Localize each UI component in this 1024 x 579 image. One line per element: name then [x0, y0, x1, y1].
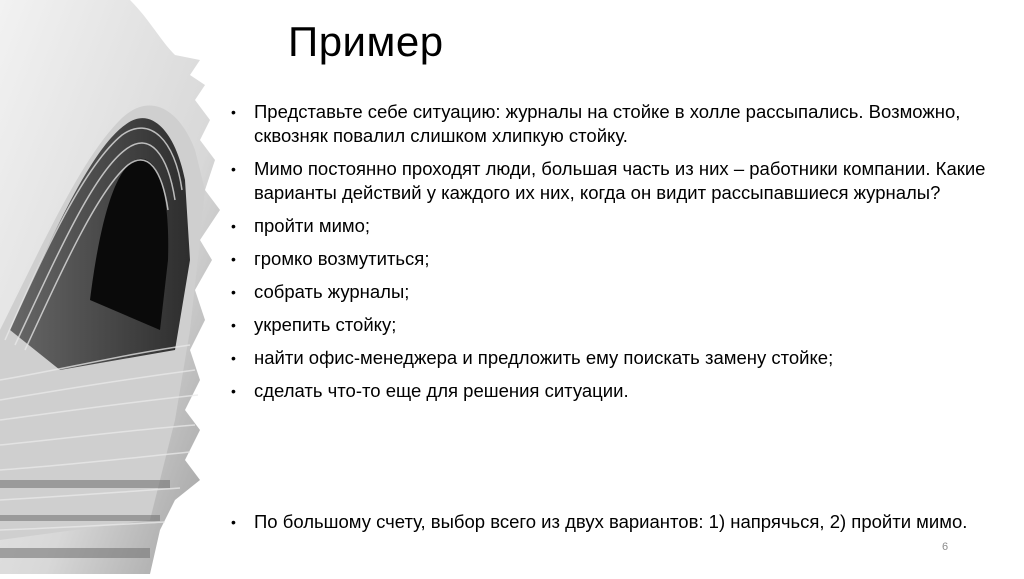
- bullet-text: найти офис-менеджера и предложить ему поискать замену стойке;: [254, 347, 834, 368]
- bullet-item-option: [228, 280, 1008, 304]
- bullet-item-option: [228, 313, 1008, 337]
- bullet-icon: •: [231, 218, 236, 234]
- bullet-text: собрать журналы;: [254, 281, 410, 302]
- conclusion-bullet: [228, 510, 1008, 543]
- bullet-item-option: [228, 247, 1008, 271]
- bullet-icon: •: [231, 284, 236, 300]
- bullet-item-question: [228, 157, 1008, 205]
- bullet-icon: •: [231, 514, 236, 530]
- bullet-text: укрепить стойку;: [254, 314, 397, 335]
- bullet-item-option: [228, 346, 1008, 370]
- bullet-item-option: [228, 214, 1008, 238]
- bullet-list: [228, 100, 1008, 412]
- bullet-text: сделать что-то еще для решения ситуации.: [254, 380, 629, 401]
- bullet-icon: •: [231, 104, 236, 120]
- bullet-text: По большому счету, выбор всего из двух вариантов: 1) напрячься, 2) пройти мимо.: [254, 511, 968, 532]
- bullet-item-situation: [228, 100, 1008, 148]
- bullet-text: громко возмутиться;: [254, 248, 430, 269]
- bullet-text: Мимо постоянно проходят люди, большая часть из них – работники компании. Какие варианты действий у каждого их них, когда он видит рассыпавшиеся журналы?: [254, 158, 986, 203]
- newspapers-image: [0, 0, 240, 574]
- bullet-icon: •: [231, 251, 236, 267]
- bullet-text: пройти мимо;: [254, 215, 371, 236]
- bullet-item-option: [228, 379, 1008, 403]
- bullet-icon: •: [231, 383, 236, 399]
- page-number: 6: [942, 541, 949, 553]
- bullet-text: Представьте себе ситуацию: журналы на стойке в холле рассыпались. Возможно, сквозняк повалил слишком хлипкую стойку.: [254, 101, 961, 146]
- slide-title: Пример: [288, 18, 444, 65]
- bullet-icon: •: [231, 161, 236, 177]
- bullet-item-conclusion: [228, 510, 1008, 534]
- bullet-icon: •: [231, 350, 236, 366]
- bullet-icon: •: [231, 317, 236, 333]
